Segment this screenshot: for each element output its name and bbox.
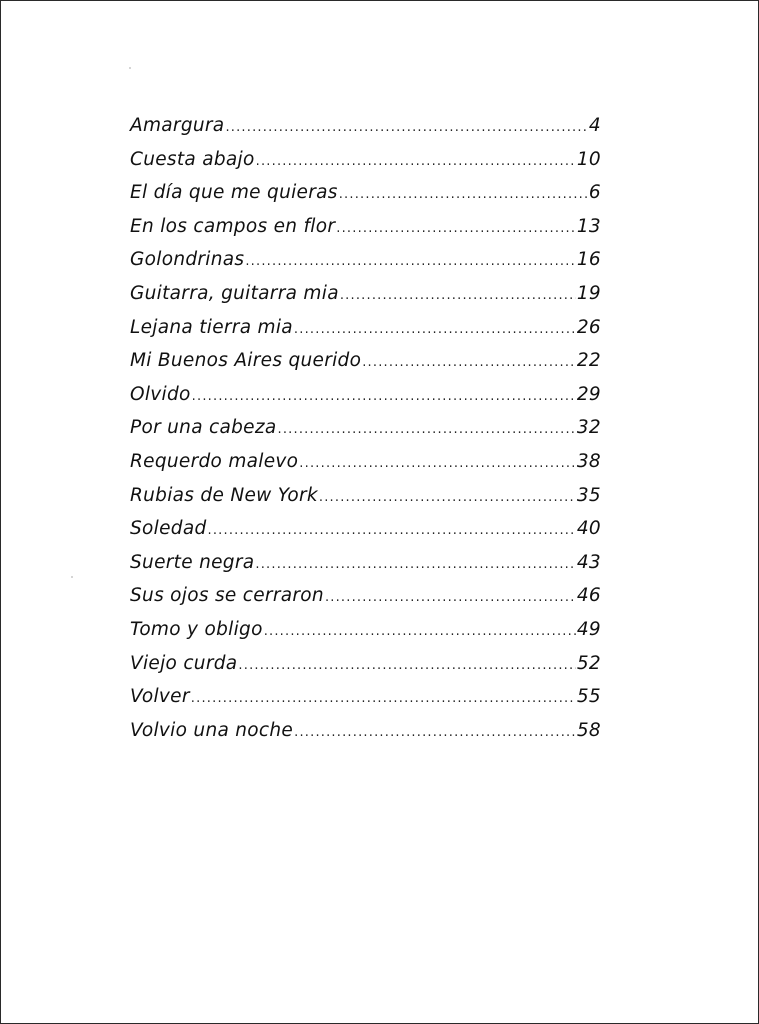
dot-leader (325, 590, 576, 605)
dot-leader (339, 187, 588, 202)
toc-entry-title: Viejo curda (130, 652, 238, 674)
toc-entry[interactable] (130, 485, 601, 519)
toc-entry-page: 35 (576, 484, 601, 506)
toc-entry[interactable] (130, 350, 601, 384)
toc-entry-page: 19 (576, 282, 601, 304)
toc-entry-title: Suerte negra (130, 551, 255, 573)
toc-entry[interactable] (130, 115, 601, 149)
dot-leader (256, 154, 576, 169)
toc-entry-title: Amargura (130, 115, 225, 136)
toc-entry[interactable] (130, 686, 601, 720)
dot-leader (225, 120, 587, 135)
toc-entry[interactable] (130, 518, 601, 552)
dot-leader (340, 288, 576, 303)
dot-leader (208, 523, 576, 538)
toc-entry-page: 58 (576, 719, 601, 741)
dot-leader (294, 725, 576, 740)
toc-entry-page: 38 (576, 450, 601, 472)
dot-leader (192, 389, 576, 404)
toc-entry[interactable] (130, 720, 601, 754)
dot-leader (362, 355, 576, 370)
toc-entry[interactable] (130, 283, 601, 317)
toc-entry-page: 55 (576, 686, 601, 708)
toc-entry[interactable] (130, 249, 601, 283)
dot-leader (299, 456, 576, 471)
toc-entry[interactable] (130, 653, 601, 687)
toc-entry-title: Olvido (130, 383, 191, 405)
toc-entry-page: 43 (576, 551, 601, 573)
toc-entry[interactable] (130, 216, 601, 250)
dot-leader (255, 557, 575, 572)
toc-entry-page: 40 (576, 518, 601, 540)
toc-entry-page: 46 (576, 585, 601, 607)
toc-entry[interactable] (130, 317, 601, 351)
dot-leader (191, 691, 576, 706)
scan-speck (71, 576, 73, 578)
toc-entry[interactable] (130, 384, 601, 418)
toc-entry-title: Requerdo malevo (130, 450, 299, 472)
toc-entry-title: Soledad (130, 518, 207, 540)
toc-entry-page: 4 (588, 115, 601, 136)
toc-entry[interactable] (130, 149, 601, 183)
toc-entry-title: Tomo y obligo (130, 618, 263, 640)
dot-leader (278, 422, 576, 437)
dot-leader (238, 658, 575, 673)
toc-entry-page: 16 (576, 249, 601, 271)
toc-entry-title: Volvio una noche (130, 719, 294, 741)
toc-entry-title: Mi Buenos Aires querido (130, 350, 362, 372)
toc-entry-title: Golondrinas (130, 249, 245, 271)
toc-entry[interactable] (130, 451, 601, 485)
toc-entry[interactable] (130, 417, 601, 451)
toc-entry-page: 10 (576, 148, 601, 170)
toc-entry-title: Por una cabeza (130, 417, 277, 439)
toc-entry[interactable] (130, 182, 601, 216)
toc-entry[interactable] (130, 552, 601, 586)
toc-entry-title: Rubias de New York (130, 484, 318, 506)
toc-entry-title: Sus ojos se cerraron (130, 585, 324, 607)
toc-entry-title: El día que me quieras (130, 182, 338, 204)
dot-leader (294, 322, 576, 337)
toc-entry-title: Lejana tierra mia (130, 316, 293, 338)
toc-entry-page: 49 (576, 618, 601, 640)
toc-entry-page: 29 (576, 383, 601, 405)
dot-leader (245, 254, 576, 269)
toc-entry-page: 13 (576, 215, 601, 237)
dot-leader (336, 221, 576, 236)
dot-leader (319, 490, 576, 505)
table-of-contents (130, 115, 601, 753)
toc-entry[interactable] (130, 619, 601, 653)
scan-speck (129, 67, 131, 69)
toc-entry-title: Volver (130, 686, 190, 708)
toc-entry-title: En los campos en flor (130, 215, 336, 237)
toc-entry-title: Guitarra, guitarra mia (130, 282, 339, 304)
toc-entry-title: Cuesta abajo (130, 148, 255, 170)
toc-entry[interactable] (130, 585, 601, 619)
toc-entry-page: 32 (576, 417, 601, 439)
toc-entry-page: 26 (576, 316, 601, 338)
toc-entry-page: 22 (576, 350, 601, 372)
toc-entry-page: 6 (588, 182, 601, 204)
toc-entry-page: 52 (576, 652, 601, 674)
dot-leader (264, 624, 576, 639)
